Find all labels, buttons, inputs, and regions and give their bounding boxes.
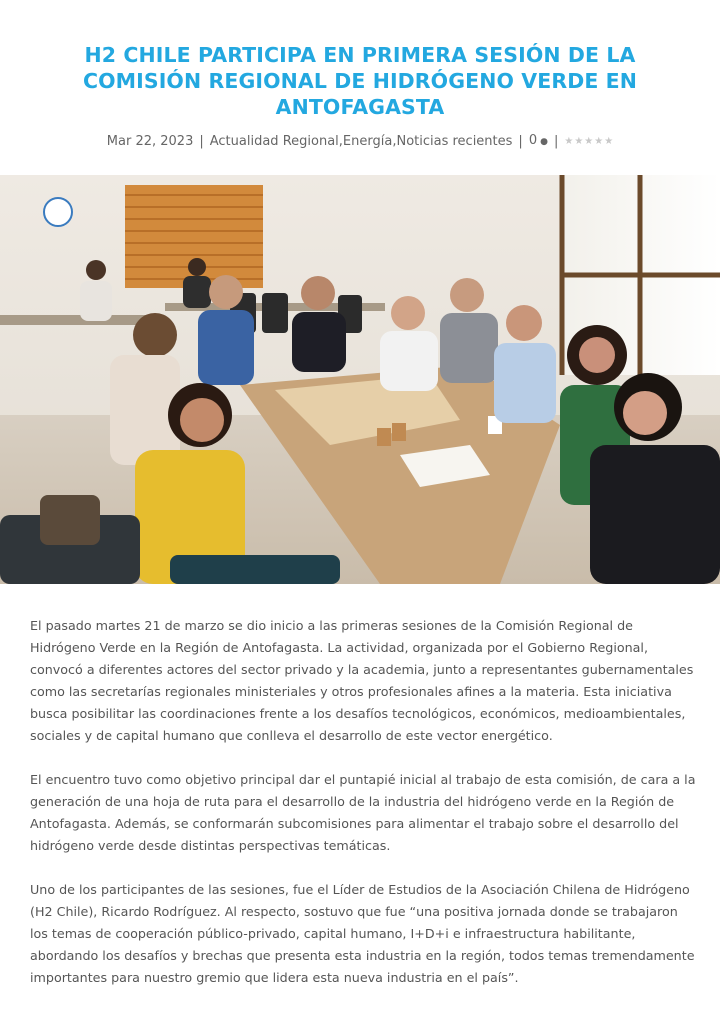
article-title: H2 CHILE PARTICIPA EN PRIMERA SESIÓN DE LA COMISIÓN REGIONAL DE HIDRÓGENO VERDE EN ANTOFAGASTA [82,43,638,119]
comment-bubble-icon: ●​ [540,137,548,147]
rating-stars [564,133,613,151]
category-link-actualidad-regional[interactable]: Actualidad Regional [209,133,339,149]
category-link-energia[interactable]: Energía [342,133,393,149]
comment-count: 0 [528,133,538,148]
category-link-noticias-recientes[interactable]: Noticias recientes [396,133,513,149]
meeting-photo [0,175,720,584]
meta-separator: | [553,133,559,149]
post-date: Mar 22, 2023 [106,133,194,149]
star-icon: ★ [564,135,574,147]
meta-separator: | [518,133,523,149]
meta-separator: | [199,133,204,149]
article-body [30,615,698,1011]
comments-link[interactable] [529,132,548,151]
category-separator: , [338,133,343,149]
star-icon: ★ [574,135,584,147]
star-icon: ★ [604,135,614,147]
article-paragraph: Uno de los participantes de las sesiones, fue el Líder de Estudios de la Asociación Chilena de Hidrógeno (H2 Chile), Ricardo Rodríguez. Al respecto, sostuvo que fue “una positiva jornada donde se trabajaron los temas de cooperación público-privado, capital humano, I+D+i e infraestructura habilitante, abordando los desafíos y brechas que presenta esta industria en la región, todos temas tremendamente importantes para nuestro gremio que lidera esta nueva industria en el país”. [30,882,695,985]
article-header [0,0,720,151]
post-meta [0,132,720,151]
article-paragraph: El encuentro tuvo como objetivo principal dar el puntapié inicial al trabajo de esta comisión, de cara a la generación de una hoja de ruta para el desarrollo de la industria del hidrógeno verde en la Región de Antofagasta. Además, se conformarán subcomisiones para alimentar el trabajo sobre el desarrollo del hidrógeno verde desde distintas perspectivas temáticas. [30,772,696,853]
article-paragraph: El pasado martes 21 de marzo se dio inicio a las primeras sesiones de la Comisión Regional de Hidrógeno Verde en la Región de Antofagasta. La actividad, organizada por el Gobierno Regional, convocó a diferentes actores del sector privado y la academia, junto a representantes gubernamentales como las secretarías regionales ministeriales y otros profesionales afines a la materia. Esta iniciativa busca posibilitar las coordinaciones frente a los desafíos tecnológicos, económicos, medioambientales, sociales y de capital humano que conlleva el desarrollo de este vector energético. [30,618,694,743]
star-icon: ★ [594,135,604,147]
star-icon: ★ [584,135,594,147]
category-separator: , [392,133,397,149]
